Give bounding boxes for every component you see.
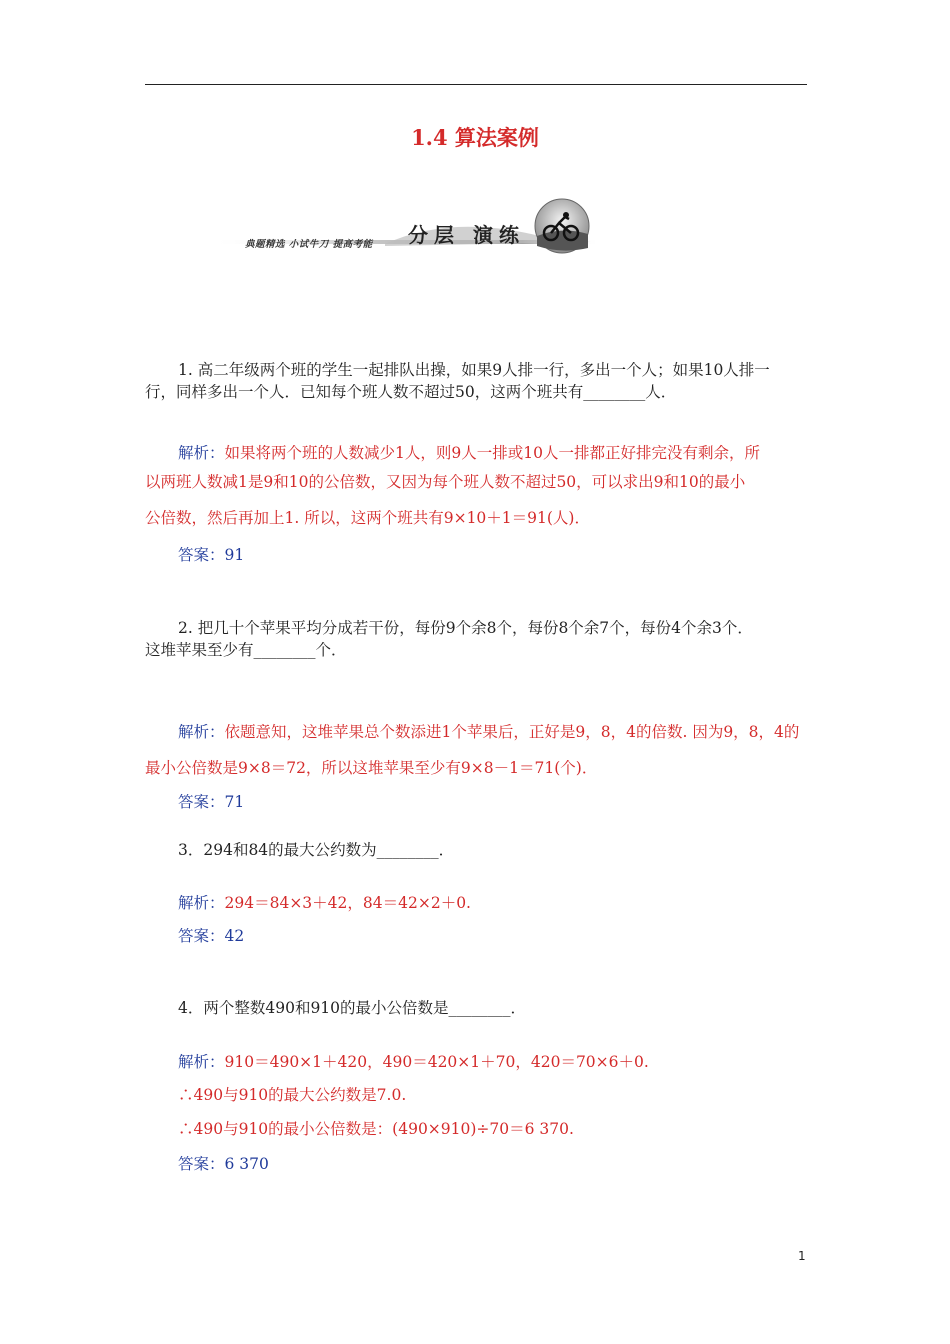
answer-value: 91 — [224, 546, 245, 564]
question-4-answer — [178, 1152, 269, 1174]
question-3-stem: 3．294和84的最大公约数为________． — [178, 841, 455, 859]
answer-value: 42 — [224, 927, 245, 945]
question-2-stem — [145, 618, 810, 661]
analysis-line: 依题意知，这堆苹果总个数添进1个苹果后，正好是9，8，4的倍数. 因为9，8，4的 — [224, 723, 800, 741]
analysis-label: 解析： — [178, 723, 225, 741]
question-2-answer — [178, 790, 244, 812]
question-3-analysis — [178, 893, 471, 915]
answer-value: 71 — [224, 793, 245, 811]
analysis-label: 解析： — [178, 1053, 225, 1071]
question-1-answer — [178, 543, 244, 565]
question-3-answer — [178, 924, 244, 946]
banner-heading: 分层 演练 — [408, 223, 525, 247]
banner-subtitle: 典题精选 小试牛刀 提高考能 — [245, 239, 373, 250]
question-4-analysis-3: ∴490与910的最小公倍数是：(490×910)÷70＝6 370. — [178, 1120, 574, 1138]
cyclist-icon — [541, 211, 581, 243]
header-rule — [145, 84, 807, 85]
question-4-stem: 4．两个整数490和910的最小公倍数是________． — [178, 999, 527, 1017]
analysis-line: 294＝84×3＋42，84＝42×2＋0. — [224, 894, 471, 912]
analysis-line: 如果将两个班的人数减少1人，则9人一排或10人一排都正好排完没有剩余，所 — [224, 444, 760, 462]
question-1-analysis — [178, 436, 818, 470]
answer-value: 6 370 — [224, 1155, 269, 1173]
question-4-analysis-2: ∴490与910的最大公约数是7.0. — [178, 1086, 407, 1104]
answer-label: 答案： — [178, 546, 225, 564]
answer-label: 答案： — [178, 927, 225, 945]
question-1-line-2: 行，同样多出一个人．已知每个班人数不超过50，这两个班共有________人． — [145, 382, 677, 401]
analysis-label: 解析： — [178, 444, 225, 462]
page-number: 1 — [798, 1249, 806, 1263]
question-1-stem — [145, 360, 810, 403]
answer-label: 答案： — [178, 793, 225, 811]
page-title: 1.4 算法案例 — [411, 125, 539, 150]
question-1-analysis-2: 以两班人数减1是9和10的公倍数，又因为每个班人数不超过50，可以求出9和10的最小 — [145, 473, 746, 491]
question-4-analysis — [178, 1052, 649, 1074]
question-2-line-2: 这堆苹果至少有________个． — [145, 640, 347, 659]
answer-label: 答案： — [178, 1155, 225, 1173]
question-1-analysis-3: 公倍数，然后再加上1. 所以，这两个班共有9×10＋1＝91(人)． — [145, 509, 590, 527]
analysis-line: 910＝490×1＋420，490＝420×1＋70，420＝70×6＋0. — [224, 1053, 649, 1071]
question-2-line-1: 2. 把几十个苹果平均分成若干份，每份9个余8个，每份8个余7个，每份4个余3个． — [178, 619, 753, 637]
analysis-label: 解析： — [178, 894, 225, 912]
question-2-analysis-2: 最小公倍数是9×8＝72，所以这堆苹果至少有9×8－1＝71(个)． — [145, 759, 598, 777]
question-1-line-1: 1. 高二年级两个班的学生一起排队出操，如果9人排一行，多出一个人；如果10人排一 — [178, 361, 770, 379]
question-2-analysis — [178, 722, 818, 744]
